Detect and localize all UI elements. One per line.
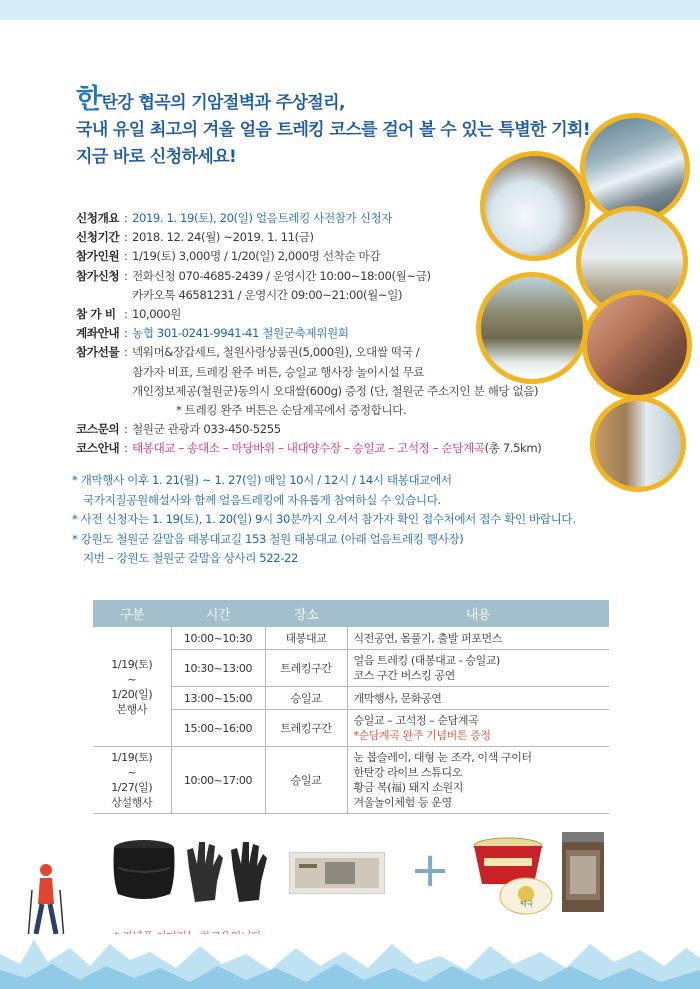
time-cell: 10:00~17:00 xyxy=(171,747,265,814)
table-row xyxy=(93,687,609,710)
contact-row: 코스문의 : 철원군 관광과 033-450-5255 xyxy=(76,422,281,437)
schedule-table xyxy=(93,600,609,814)
header-time: 시간 xyxy=(171,600,265,627)
time-cell: 13:00~15:00 xyxy=(171,687,265,710)
ramen-brand: 떡국 xyxy=(520,900,534,908)
content-cell: 얼음 트레킹 (태봉대교 - 승일교) 코스 구간 버스킹 공연 xyxy=(347,650,609,687)
people-row: 참가인원 : 1/19(토) 3,000명 / 1/20(일) 2,000명 선착순 마감 xyxy=(76,249,381,264)
header-content: 내용 xyxy=(347,600,609,627)
headline-line-3: 지금 바로 신청하세요! xyxy=(76,147,237,167)
table-header-row xyxy=(93,600,609,627)
gifts-row-4: * 트레킹 완주 버튼은 순담계곡에서 증정합니다. xyxy=(176,403,407,418)
table-row xyxy=(93,747,609,814)
content-cell: 승일교 – 고석정 – 순담계곡 *순담계곡 완주 기념버튼 증정 xyxy=(347,710,609,747)
place-cell: 승일교 xyxy=(265,687,347,710)
place-cell: 트레킹구간 xyxy=(265,710,347,747)
note-line: 국가지질공원해설사와 함께 얼음트레킹에 자유롭게 참여하실 수 있습니다. xyxy=(83,492,441,507)
content-cell: 개막행사, 문화공연 xyxy=(347,687,609,710)
table-row xyxy=(93,650,609,687)
time-cell: 10:00~10:30 xyxy=(171,627,265,650)
header-place: 장소 xyxy=(265,600,347,627)
info-block xyxy=(76,209,542,459)
headline-line-1: 한탄강 협곡의 기암절벽과 주상절리, xyxy=(76,84,345,115)
photo-circle-ice-wall xyxy=(590,396,686,492)
gifts-row: 참가선물 : 넥워머&장갑세트, 철원사랑상품권(5,000원), 오대쌀 떡국 / xyxy=(76,345,420,360)
place-cell: 태봉대교 xyxy=(265,627,347,650)
photo-circle-cliff xyxy=(476,272,588,384)
photo-circle-frozen-river xyxy=(480,151,590,261)
gifts-row-3: 개인정보제공(철원군)동의시 오대쌀(600g) 증정 (단, 철원군 주소지인 분 해당 없음) xyxy=(132,383,539,398)
group-permanent-event: 1/19(토) ~ 1/27(일) 상설행사 xyxy=(93,747,171,814)
content-cell: 식전공연, 몸풀기, 출발 퍼포먼스 xyxy=(347,627,609,650)
headline-line-2: 국내 유일 최고의 겨울 얼음 트레킹 코스를 걸어 볼 수 있는 특별한 기회! xyxy=(76,120,590,140)
overview-row: 신청개요 : 2019. 1. 19(토), 20(일) 얼음트레킹 사전참가 신청자 xyxy=(76,211,393,225)
period-row: 신청기간 : 2018. 12. 24(월) ~2019. 1. 11(금) xyxy=(76,230,314,245)
gift-voucher-image xyxy=(289,852,385,894)
headline-first-char: 한 xyxy=(76,84,102,115)
content-cell: 눈 봅슬레이, 대형 눈 조각, 이색 구이터 한탄강 라이브 스튜디오 황금 복(福) 돼지 소원지 겨울놀이체험 등 운영 xyxy=(347,747,609,814)
gloves-image xyxy=(183,838,275,910)
note-line: * 개막행사 이후 1. 21(월) ~ 1. 27(일) 매일 10시 / 12시 / 14시 태봉대교에서 xyxy=(72,473,452,487)
neck-warmer-image xyxy=(108,838,180,904)
account-row: 계좌안내 : 농협 301-0241-9941-41 철원군축제위원회 xyxy=(76,326,349,341)
note-line: * 강원도 철원군 갈말읍 태봉대교길 153 철원 태봉대교 (아래 얼음트레킹 행사장) xyxy=(72,531,464,546)
ice-band xyxy=(0,934,700,989)
rice-cake-soup-image xyxy=(470,834,556,916)
group-main-event: 1/19(토) ~ 1/20(일) 본행사 xyxy=(93,627,171,747)
place-cell: 트레킹구간 xyxy=(265,650,347,687)
time-cell: 15:00~16:00 xyxy=(171,710,265,747)
gifts-row-2: 참가자 비표, 트레킹 완주 버튼, 승일교 행사장 놀이시설 무료 xyxy=(132,364,425,379)
header-category: 구분 xyxy=(93,600,171,627)
ramen-label: 철원오대쌀 떡국 xyxy=(494,850,537,857)
note-line: * 사전 신청자는 1. 19(토), 1. 20(일) 9시 30분까지 오셔서 참가자 확인 접수처에서 접수 확인 바랍니다. xyxy=(72,512,576,526)
photo-circle-columnar-joints xyxy=(582,290,692,400)
note-line: 지번 – 강원도 철원군 갈말읍 상사리 522-22 xyxy=(83,551,298,565)
top-band xyxy=(0,0,700,20)
table-row xyxy=(93,710,609,747)
apply-row: 참가신청 : 전화신청 070-4685-2439 / 운영시간 10:00~18:00(월~금) xyxy=(76,268,431,283)
course-row: 코스안내 : 태봉대교 – 송대소 – 마당바위 – 내대양수장 – 승일교 – 고석정 – 순담계곡 (총 7.5km) xyxy=(76,441,542,456)
apply-row-2: 카카오톡 46581231 / 운영시간 09:00~21:00(월~일) xyxy=(132,287,403,302)
time-cell: 10:30~13:00 xyxy=(171,650,265,687)
rice-bottle-image xyxy=(560,832,606,914)
notes-block xyxy=(72,471,652,569)
place-cell: 승일교 xyxy=(265,747,347,814)
plus-sign: + xyxy=(410,842,451,898)
fee-row: 참 가 비 : 10,000원 xyxy=(76,307,181,322)
table-row xyxy=(93,627,609,650)
